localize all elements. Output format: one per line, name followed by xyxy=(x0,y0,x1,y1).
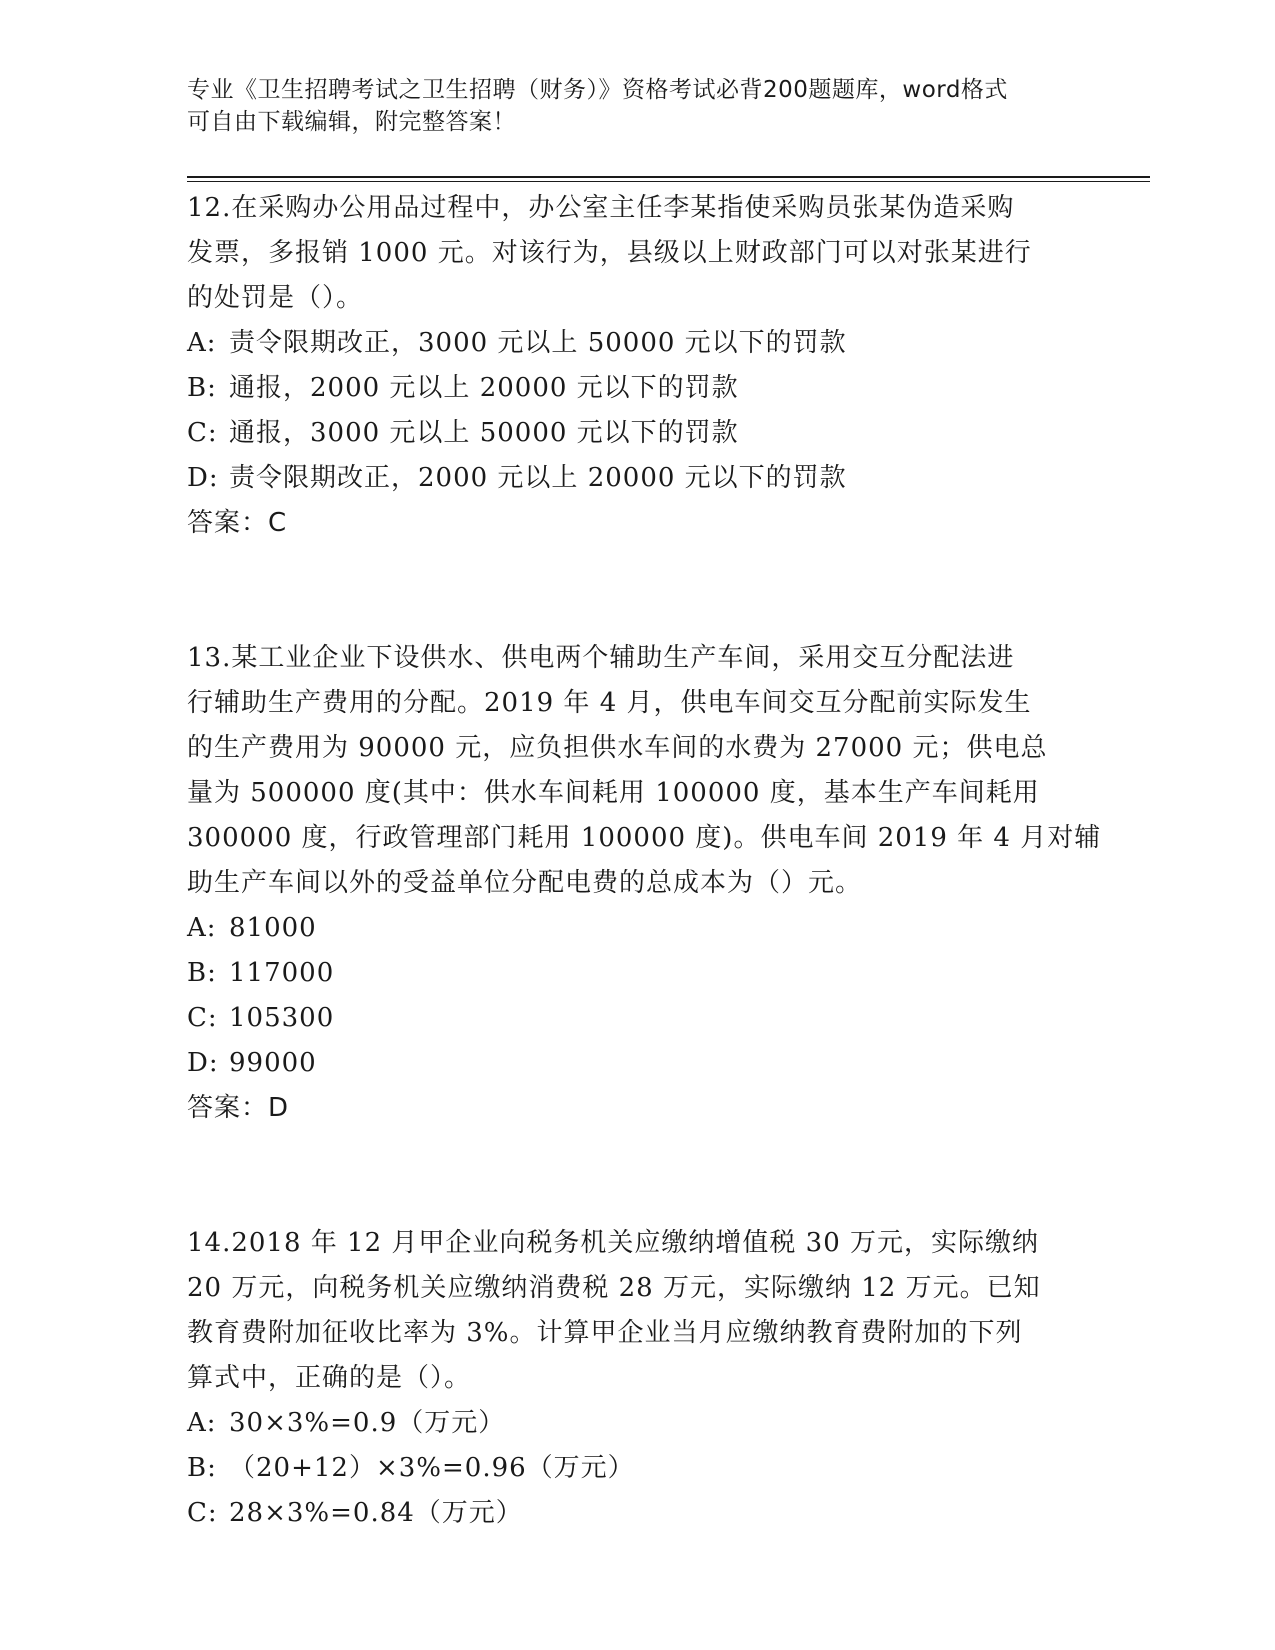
question-list xyxy=(187,186,1102,1536)
header-line-1: 专业《卫生招聘考试之卫生招聘（财务）》资格考试必背200题题库，word格式 xyxy=(187,77,1008,103)
question-text-line: 发票，多报销 1000 元。对该行为，县级以上财政部门可以对张某进行 xyxy=(187,238,1032,268)
option-letter: C: xyxy=(187,1003,218,1033)
option-c xyxy=(187,411,1087,456)
question-text-line: 13.某工业企业下设供水、供电两个辅助生产车间，采用交互分配法进 xyxy=(187,643,1015,673)
option-letter: D: xyxy=(187,1048,219,1078)
question-text-line: 的处罚是（）。 xyxy=(187,283,364,313)
header-rule-thin xyxy=(187,181,1150,182)
option-text: 30×3%=0.9（万元） xyxy=(229,1408,506,1438)
question-text-line: 的生产费用为 90000 元，应负担供水车间的水费为 27000 元；供电总 xyxy=(187,733,1048,763)
option-text: 通报，2000 元以上 20000 元以下的罚款 xyxy=(229,373,739,403)
option-c xyxy=(187,996,1087,1041)
spacer xyxy=(187,546,1087,636)
header-line-2: 可自由下载编辑，附完整答案！ xyxy=(187,109,516,135)
option-text: 责令限期改正，3000 元以上 50000 元以下的罚款 xyxy=(229,328,847,358)
question-text-line: 行辅助生产费用的分配。2019 年 4 月，供电车间交互分配前实际发生 xyxy=(187,688,1032,718)
option-text: 81000 xyxy=(229,913,317,943)
question-text-line: 300000 度，行政管理部门耗用 100000 度)。供电车间 2019 年 4 月对辅 xyxy=(187,823,1102,853)
option-letter: D: xyxy=(187,463,219,493)
option-text: 责令限期改正，2000 元以上 20000 元以下的罚款 xyxy=(229,463,847,493)
question-text-line: 教育费附加征收比率为 3%。计算甲企业当月应缴纳教育费附加的下列 xyxy=(187,1318,1023,1348)
question-text-line: 算式中，正确的是（）。 xyxy=(187,1363,472,1393)
option-d xyxy=(187,456,1087,501)
option-letter: C: xyxy=(187,1498,218,1528)
option-letter: A: xyxy=(187,1408,217,1438)
option-a xyxy=(187,906,1087,951)
answer-line: 答案：D xyxy=(187,1093,290,1123)
option-a xyxy=(187,1401,1087,1446)
option-text: 通报，3000 元以上 50000 元以下的罚款 xyxy=(229,418,739,448)
option-letter: B: xyxy=(187,373,217,403)
option-letter: B: xyxy=(187,958,217,988)
question-13 xyxy=(187,636,1102,1131)
option-text: （20+12）×3%=0.96（万元） xyxy=(229,1453,635,1483)
document-header xyxy=(187,74,1067,138)
question-text-line: 助生产车间以外的受益单位分配电费的总成本为（）元。 xyxy=(187,868,863,898)
option-text: 99000 xyxy=(229,1048,317,1078)
option-c xyxy=(187,1491,1087,1536)
option-b xyxy=(187,951,1087,996)
spacer xyxy=(187,1131,1087,1221)
option-letter: A: xyxy=(187,328,217,358)
option-a xyxy=(187,321,1087,366)
option-text: 117000 xyxy=(229,958,335,988)
question-text-line: 14.2018 年 12 月甲企业向税务机关应缴纳增值税 30 万元，实际缴纳 xyxy=(187,1228,1040,1258)
option-b xyxy=(187,1446,1087,1491)
option-letter: B: xyxy=(187,1453,217,1483)
question-text-line: 量为 500000 度(其中：供水车间耗用 100000 度，基本生产车间耗用 xyxy=(187,778,1040,808)
option-b xyxy=(187,366,1087,411)
option-d xyxy=(187,1041,1087,1086)
answer-line: 答案：C xyxy=(187,508,288,538)
option-text: 105300 xyxy=(229,1003,335,1033)
question-14 xyxy=(187,1221,1087,1536)
question-text-line: 20 万元，向税务机关应缴纳消费税 28 万元，实际缴纳 12 万元。已知 xyxy=(187,1273,1041,1303)
question-12 xyxy=(187,186,1087,546)
header-rule-thick xyxy=(187,176,1150,178)
option-letter: A: xyxy=(187,913,217,943)
question-text-line: 12.在采购办公用品过程中，办公室主任李某指使采购员张某伪造采购 xyxy=(187,193,1015,223)
option-letter: C: xyxy=(187,418,218,448)
option-text: 28×3%=0.84（万元） xyxy=(229,1498,523,1528)
